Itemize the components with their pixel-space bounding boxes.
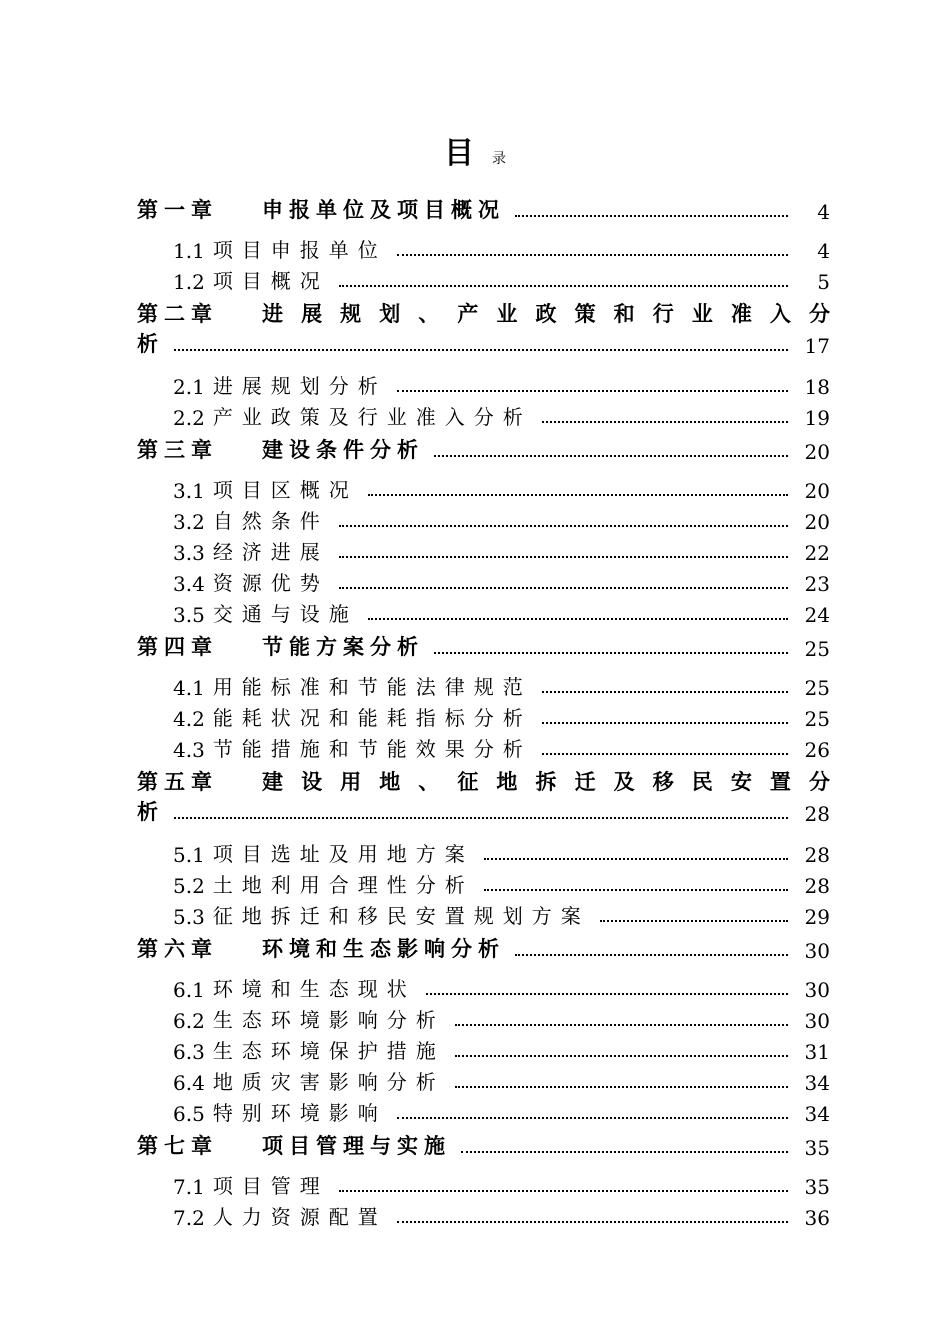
section-number: 7.1 (173, 1175, 205, 1199)
section-number: 3.4 (173, 572, 205, 596)
leader-dots (339, 555, 788, 558)
section-title: 生态环境保护措施 (212, 1039, 445, 1063)
toc-section-entry[interactable] (137, 368, 830, 399)
toc-section-entry[interactable] (137, 867, 830, 898)
chapter-label: 第五章 (137, 770, 218, 794)
chapter-label: 第一章 (137, 198, 218, 222)
table-of-contents (137, 190, 830, 1230)
chapter-title-continued: 析 (137, 332, 164, 356)
page-number: 23 (804, 572, 830, 596)
leader-dots (455, 1023, 788, 1026)
toc-section-entry[interactable] (137, 534, 830, 565)
section-title: 进展规划分析 (212, 374, 387, 398)
section-title: 用能标准和节能法律规范 (212, 675, 532, 699)
toc-chapter-entry[interactable] (137, 294, 830, 328)
leader-dots (339, 524, 788, 527)
section-number: 3.2 (173, 510, 205, 534)
toc-section-entry[interactable] (137, 971, 830, 1002)
chapter-title-continued: 析 (137, 800, 164, 824)
toc-section-entry[interactable] (137, 1002, 830, 1033)
leader-dots (434, 454, 788, 457)
toc-section-entry[interactable] (137, 472, 830, 503)
page-number: 22 (804, 541, 830, 565)
chapter-title: 建设用地、征地拆迁及移民安置分 (262, 770, 830, 794)
chapter-title: 项目管理与实施 (262, 1134, 451, 1158)
section-number: 5.1 (173, 843, 205, 867)
toc-section-entry[interactable] (137, 503, 830, 534)
toc-section-entry[interactable] (137, 565, 830, 596)
toc-chapter-entry[interactable] (137, 929, 830, 963)
section-number: 2.2 (173, 406, 205, 430)
toc-chapter-entry[interactable] (137, 430, 830, 464)
leader-dots (542, 420, 788, 423)
page-number: 35 (804, 1136, 830, 1160)
section-title: 生态环境影响分析 (212, 1008, 445, 1032)
leader-dots (542, 721, 788, 724)
leader-dots (368, 493, 788, 496)
toc-section-entry[interactable] (137, 1095, 830, 1126)
section-number: 6.1 (173, 978, 205, 1002)
page-number: 20 (804, 479, 830, 503)
page-number: 25 (804, 676, 830, 700)
leader-dots (397, 253, 788, 256)
section-number: 1.2 (173, 270, 205, 294)
section-title: 地质灾害影响分析 (212, 1070, 445, 1094)
toc-section-entry[interactable] (137, 232, 830, 263)
section-title: 土地利用合理性分析 (212, 873, 474, 897)
chapter-title: 进展规划、产业政策和行业准入分 (262, 302, 830, 326)
leader-dots (426, 992, 788, 995)
leader-dots (434, 651, 788, 654)
section-number: 3.1 (173, 479, 205, 503)
toc-section-entry[interactable] (137, 1199, 830, 1230)
section-number: 7.2 (173, 1206, 205, 1230)
page-number: 25 (804, 707, 830, 731)
chapter-title: 环境和生态影响分析 (262, 937, 505, 961)
leader-dots (600, 919, 788, 922)
page-number: 35 (804, 1175, 830, 1199)
section-title: 特别环境影响 (212, 1101, 387, 1125)
toc-section-entry[interactable] (137, 596, 830, 627)
chapter-label: 第三章 (137, 438, 218, 462)
page-number: 5 (817, 270, 830, 294)
toc-section-entry[interactable] (137, 898, 830, 929)
section-title: 项目区概况 (212, 478, 358, 502)
toc-chapter-entry-continued[interactable] (137, 328, 830, 358)
page-number: 30 (804, 1009, 830, 1033)
page-number: 24 (804, 603, 830, 627)
section-title: 自然条件 (212, 509, 329, 533)
section-title: 环境和生态现状 (212, 977, 416, 1001)
section-number: 6.3 (173, 1040, 205, 1064)
leader-dots (542, 752, 788, 755)
toc-chapter-entry[interactable] (137, 190, 830, 224)
leader-dots (461, 1150, 788, 1153)
page-number: 28 (804, 874, 830, 898)
chapter-label: 第二章 (137, 302, 218, 326)
section-title: 人力资源配置 (212, 1205, 387, 1229)
section-number: 5.2 (173, 874, 205, 898)
toc-section-entry[interactable] (137, 1064, 830, 1095)
page-number: 34 (804, 1102, 830, 1126)
leader-dots (339, 284, 788, 287)
leader-dots (515, 953, 788, 956)
toc-chapter-entry[interactable] (137, 1126, 830, 1160)
toc-section-entry[interactable] (137, 263, 830, 294)
toc-section-entry[interactable] (137, 1168, 830, 1199)
page-number: 28 (804, 843, 830, 867)
page-number: 17 (804, 334, 830, 358)
chapter-label: 第六章 (137, 937, 218, 961)
page-number: 28 (804, 802, 830, 826)
section-title: 经济进展 (212, 540, 329, 564)
leader-dots (368, 617, 788, 620)
page-number: 26 (804, 738, 830, 762)
page-number: 20 (804, 510, 830, 534)
page-number: 19 (804, 406, 830, 430)
toc-chapter-entry-continued[interactable] (137, 796, 830, 826)
toc-heading (0, 128, 950, 172)
section-title: 项目申报单位 (212, 238, 387, 262)
leader-dots (542, 690, 788, 693)
page-number: 30 (804, 978, 830, 1002)
section-number: 6.2 (173, 1009, 205, 1033)
toc-section-entry[interactable] (137, 731, 830, 762)
leader-dots (484, 888, 788, 891)
leader-dots (397, 1220, 788, 1223)
toc-heading-main: 目 (444, 136, 474, 171)
leader-dots (397, 1116, 788, 1119)
section-title: 项目管理 (212, 1174, 329, 1198)
toc-heading-sub: 录 (492, 151, 506, 167)
section-title: 征地拆迁和移民安置规划方案 (212, 904, 590, 928)
leader-dots (339, 586, 788, 589)
page-number: 31 (804, 1040, 830, 1064)
page-number: 36 (804, 1206, 830, 1230)
page-number: 29 (804, 905, 830, 929)
leader-dots (397, 389, 788, 392)
page-number: 30 (804, 939, 830, 963)
toc-section-entry[interactable] (137, 669, 830, 700)
chapter-title: 节能方案分析 (262, 635, 424, 659)
chapter-title: 申报单位及项目概况 (262, 198, 505, 222)
leader-dots (515, 214, 788, 217)
page-number: 25 (804, 637, 830, 661)
page-number: 20 (804, 440, 830, 464)
leader-dots (455, 1054, 788, 1057)
toc-chapter-entry[interactable] (137, 762, 830, 796)
toc-section-entry[interactable] (137, 399, 830, 430)
leader-dots (484, 857, 788, 860)
toc-chapter-entry[interactable] (137, 627, 830, 661)
leader-dots (174, 348, 788, 351)
section-title: 资源优势 (212, 571, 329, 595)
leader-dots (339, 1189, 788, 1192)
chapter-label: 第四章 (137, 635, 218, 659)
section-title: 节能措施和节能效果分析 (212, 737, 532, 761)
section-title: 项目概况 (212, 269, 329, 293)
page-number: 18 (804, 375, 830, 399)
section-title: 交通与设施 (212, 602, 358, 626)
section-title: 产业政策及行业准入分析 (212, 405, 532, 429)
section-number: 3.5 (173, 603, 205, 627)
page-number: 4 (817, 239, 830, 263)
section-number: 6.4 (173, 1071, 205, 1095)
section-number: 4.2 (173, 707, 205, 731)
chapter-title: 建设条件分析 (262, 438, 424, 462)
toc-section-entry[interactable] (137, 836, 830, 867)
section-number: 4.3 (173, 738, 205, 762)
toc-section-entry[interactable] (137, 1033, 830, 1064)
page-number: 4 (817, 200, 830, 224)
section-number: 3.3 (173, 541, 205, 565)
chapter-label: 第七章 (137, 1134, 218, 1158)
section-number: 5.3 (173, 905, 205, 929)
section-number: 6.5 (173, 1102, 205, 1126)
page-number: 34 (804, 1071, 830, 1095)
section-number: 1.1 (173, 239, 205, 263)
toc-section-entry[interactable] (137, 700, 830, 731)
section-title: 项目选址及用地方案 (212, 842, 474, 866)
leader-dots (455, 1085, 788, 1088)
section-title: 能耗状况和能耗指标分析 (212, 706, 532, 730)
leader-dots (174, 816, 788, 819)
section-number: 2.1 (173, 375, 205, 399)
section-number: 4.1 (173, 676, 205, 700)
